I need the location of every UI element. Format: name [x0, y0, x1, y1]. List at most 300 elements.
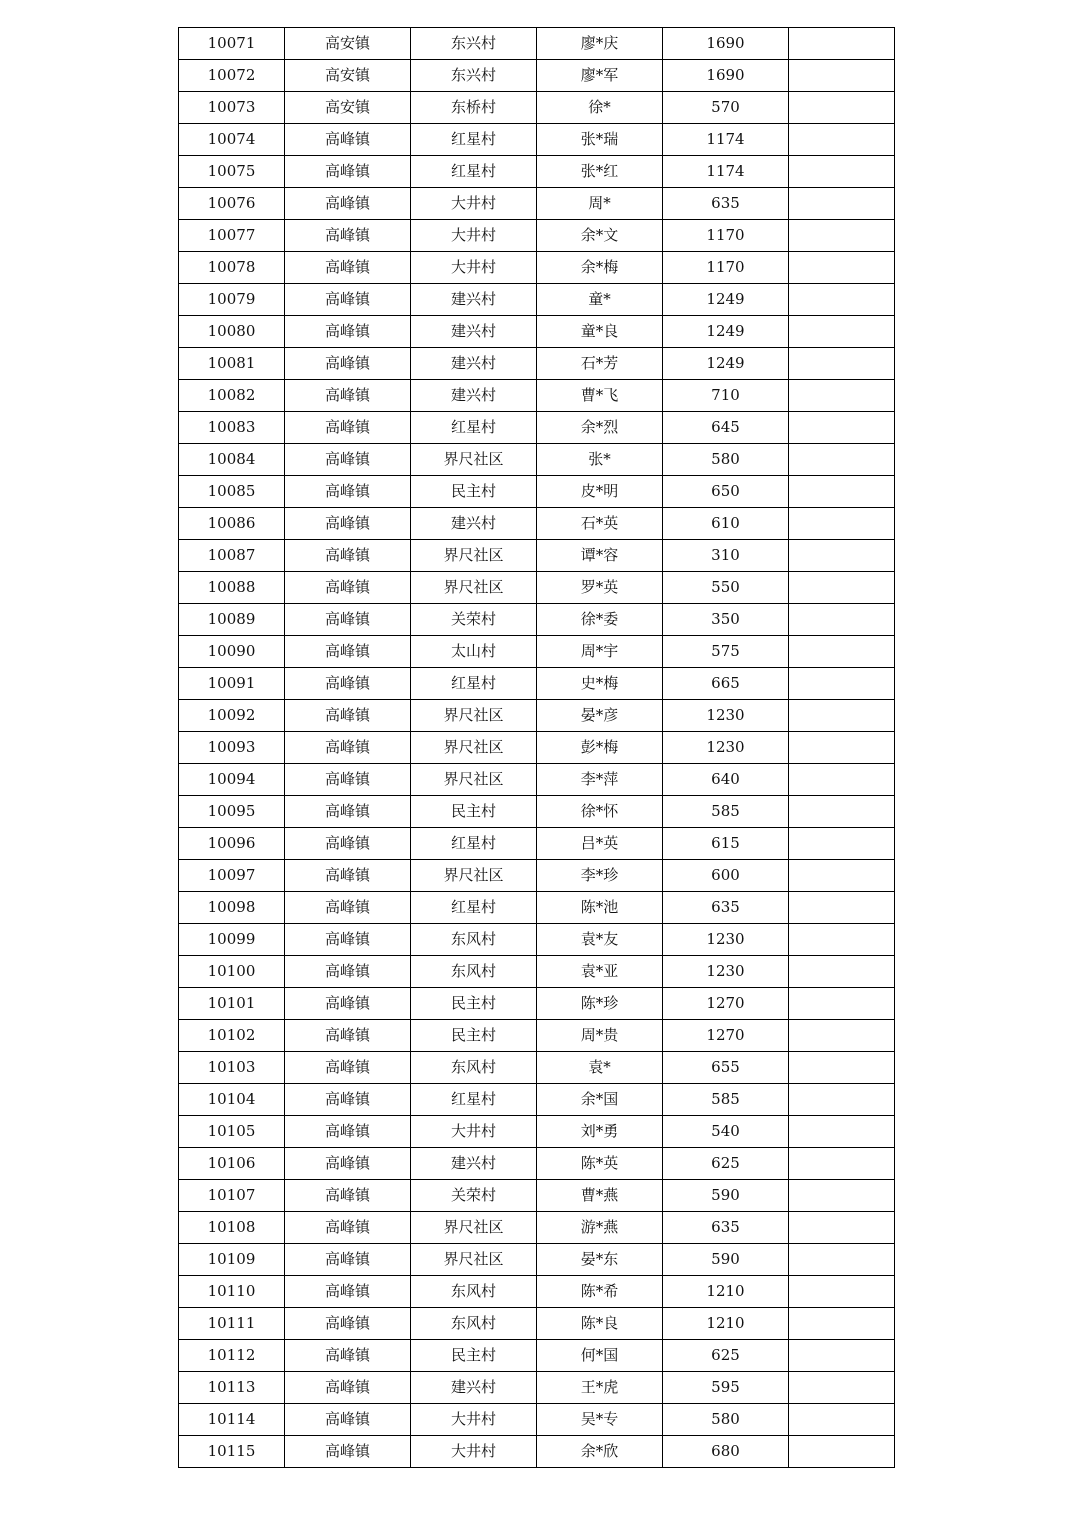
cell-id: 10082: [179, 380, 285, 412]
table-row: [179, 476, 895, 508]
cell-amount: 625: [663, 1340, 789, 1372]
cell-name: 张*红: [537, 156, 663, 188]
cell-amount: 575: [663, 636, 789, 668]
cell-amount: 1170: [663, 252, 789, 284]
cell-id: 10102: [179, 1020, 285, 1052]
cell-amount: 540: [663, 1116, 789, 1148]
cell-amount: 635: [663, 1212, 789, 1244]
table-row: [179, 1180, 895, 1212]
cell-note: [789, 732, 895, 764]
cell-village: 界尺社区: [411, 1212, 537, 1244]
cell-village: 建兴村: [411, 380, 537, 412]
cell-name: 曹*燕: [537, 1180, 663, 1212]
cell-village: 东风村: [411, 956, 537, 988]
cell-note: [789, 1308, 895, 1340]
table-row: [179, 412, 895, 444]
cell-name: 余*国: [537, 1084, 663, 1116]
cell-town: 高峰镇: [285, 892, 411, 924]
cell-village: 民主村: [411, 1020, 537, 1052]
cell-note: [789, 636, 895, 668]
cell-note: [789, 124, 895, 156]
cell-note: [789, 764, 895, 796]
cell-amount: 1270: [663, 1020, 789, 1052]
cell-name: 游*燕: [537, 1212, 663, 1244]
cell-village: 大井村: [411, 188, 537, 220]
cell-amount: 635: [663, 188, 789, 220]
cell-amount: 590: [663, 1180, 789, 1212]
cell-village: 大井村: [411, 252, 537, 284]
cell-note: [789, 1404, 895, 1436]
cell-town: 高峰镇: [285, 1148, 411, 1180]
cell-id: 10073: [179, 92, 285, 124]
cell-note: [789, 604, 895, 636]
cell-note: [789, 60, 895, 92]
cell-id: 10115: [179, 1436, 285, 1468]
cell-amount: 580: [663, 1404, 789, 1436]
cell-village: 界尺社区: [411, 732, 537, 764]
cell-name: 童*良: [537, 316, 663, 348]
cell-amount: 635: [663, 892, 789, 924]
cell-village: 东桥村: [411, 92, 537, 124]
cell-town: 高峰镇: [285, 380, 411, 412]
cell-name: 张*瑞: [537, 124, 663, 156]
cell-amount: 665: [663, 668, 789, 700]
table-row: [179, 348, 895, 380]
cell-name: 余*欣: [537, 1436, 663, 1468]
table-row: [179, 60, 895, 92]
cell-id: 10098: [179, 892, 285, 924]
table-row: [179, 316, 895, 348]
cell-note: [789, 476, 895, 508]
cell-town: 高峰镇: [285, 956, 411, 988]
cell-note: [789, 1244, 895, 1276]
cell-name: 廖*军: [537, 60, 663, 92]
cell-town: 高峰镇: [285, 188, 411, 220]
cell-village: 关荣村: [411, 1180, 537, 1212]
cell-id: 10093: [179, 732, 285, 764]
cell-town: 高峰镇: [285, 1084, 411, 1116]
cell-note: [789, 924, 895, 956]
cell-town: 高峰镇: [285, 1276, 411, 1308]
cell-id: 10088: [179, 572, 285, 604]
cell-id: 10110: [179, 1276, 285, 1308]
cell-town: 高峰镇: [285, 1436, 411, 1468]
cell-village: 大井村: [411, 1404, 537, 1436]
cell-amount: 585: [663, 796, 789, 828]
cell-id: 10099: [179, 924, 285, 956]
cell-id: 10113: [179, 1372, 285, 1404]
cell-name: 徐*: [537, 92, 663, 124]
table-row: [179, 540, 895, 572]
cell-id: 10104: [179, 1084, 285, 1116]
cell-name: 陈*良: [537, 1308, 663, 1340]
cell-name: 张*: [537, 444, 663, 476]
table-row: [179, 572, 895, 604]
cell-name: 徐*怀: [537, 796, 663, 828]
cell-town: 高峰镇: [285, 1244, 411, 1276]
cell-id: 10103: [179, 1052, 285, 1084]
cell-town: 高峰镇: [285, 1020, 411, 1052]
cell-id: 10085: [179, 476, 285, 508]
cell-village: 红星村: [411, 124, 537, 156]
cell-town: 高峰镇: [285, 732, 411, 764]
cell-amount: 625: [663, 1148, 789, 1180]
table-row: [179, 828, 895, 860]
cell-village: 建兴村: [411, 508, 537, 540]
cell-amount: 1230: [663, 956, 789, 988]
cell-village: 建兴村: [411, 348, 537, 380]
cell-note: [789, 1020, 895, 1052]
cell-town: 高峰镇: [285, 540, 411, 572]
cell-amount: 1270: [663, 988, 789, 1020]
cell-note: [789, 1052, 895, 1084]
table-row: [179, 156, 895, 188]
cell-name: 余*烈: [537, 412, 663, 444]
cell-village: 东风村: [411, 1052, 537, 1084]
cell-id: 10112: [179, 1340, 285, 1372]
cell-town: 高峰镇: [285, 572, 411, 604]
cell-village: 界尺社区: [411, 860, 537, 892]
table-row: [179, 764, 895, 796]
table-row: [179, 1148, 895, 1180]
table-row: [179, 732, 895, 764]
cell-note: [789, 1180, 895, 1212]
table-row: [179, 124, 895, 156]
cell-village: 界尺社区: [411, 444, 537, 476]
cell-village: 东兴村: [411, 60, 537, 92]
cell-town: 高峰镇: [285, 412, 411, 444]
cell-id: 10086: [179, 508, 285, 540]
cell-amount: 1174: [663, 124, 789, 156]
cell-amount: 655: [663, 1052, 789, 1084]
cell-name: 余*梅: [537, 252, 663, 284]
cell-note: [789, 1276, 895, 1308]
cell-name: 曹*飞: [537, 380, 663, 412]
cell-amount: 580: [663, 444, 789, 476]
cell-note: [789, 1084, 895, 1116]
cell-village: 界尺社区: [411, 540, 537, 572]
data-table: [178, 27, 895, 1468]
cell-amount: 1170: [663, 220, 789, 252]
cell-id: 10096: [179, 828, 285, 860]
cell-amount: 600: [663, 860, 789, 892]
cell-id: 10075: [179, 156, 285, 188]
cell-amount: 1249: [663, 316, 789, 348]
cell-town: 高峰镇: [285, 124, 411, 156]
cell-note: [789, 220, 895, 252]
cell-amount: 610: [663, 508, 789, 540]
cell-id: 10092: [179, 700, 285, 732]
cell-town: 高峰镇: [285, 508, 411, 540]
cell-town: 高峰镇: [285, 348, 411, 380]
cell-note: [789, 284, 895, 316]
cell-village: 建兴村: [411, 1372, 537, 1404]
cell-note: [789, 1372, 895, 1404]
cell-note: [789, 92, 895, 124]
cell-amount: 645: [663, 412, 789, 444]
cell-village: 建兴村: [411, 316, 537, 348]
cell-town: 高峰镇: [285, 1372, 411, 1404]
cell-name: 吕*英: [537, 828, 663, 860]
cell-note: [789, 668, 895, 700]
cell-name: 彭*梅: [537, 732, 663, 764]
cell-amount: 640: [663, 764, 789, 796]
cell-note: [789, 1116, 895, 1148]
table-row: [179, 1020, 895, 1052]
cell-town: 高安镇: [285, 60, 411, 92]
table-row: [179, 892, 895, 924]
cell-town: 高峰镇: [285, 1308, 411, 1340]
cell-town: 高峰镇: [285, 924, 411, 956]
cell-amount: 585: [663, 1084, 789, 1116]
cell-name: 刘*勇: [537, 1116, 663, 1148]
cell-note: [789, 956, 895, 988]
cell-name: 陈*珍: [537, 988, 663, 1020]
cell-id: 10095: [179, 796, 285, 828]
cell-name: 石*英: [537, 508, 663, 540]
cell-village: 红星村: [411, 668, 537, 700]
cell-name: 周*宇: [537, 636, 663, 668]
cell-id: 10072: [179, 60, 285, 92]
cell-note: [789, 380, 895, 412]
cell-name: 吴*专: [537, 1404, 663, 1436]
cell-id: 10107: [179, 1180, 285, 1212]
cell-id: 10111: [179, 1308, 285, 1340]
cell-id: 10091: [179, 668, 285, 700]
cell-id: 10097: [179, 860, 285, 892]
cell-name: 袁*亚: [537, 956, 663, 988]
cell-town: 高峰镇: [285, 668, 411, 700]
cell-id: 10089: [179, 604, 285, 636]
cell-name: 周*: [537, 188, 663, 220]
cell-note: [789, 540, 895, 572]
table-row: [179, 508, 895, 540]
cell-name: 晏*东: [537, 1244, 663, 1276]
cell-id: 10083: [179, 412, 285, 444]
table-row: [179, 988, 895, 1020]
table-row: [179, 252, 895, 284]
cell-amount: 550: [663, 572, 789, 604]
table-row: [179, 700, 895, 732]
cell-name: 陈*希: [537, 1276, 663, 1308]
table-row: [179, 380, 895, 412]
cell-amount: 1210: [663, 1308, 789, 1340]
cell-note: [789, 508, 895, 540]
cell-town: 高峰镇: [285, 1052, 411, 1084]
cell-village: 民主村: [411, 476, 537, 508]
table-row: [179, 92, 895, 124]
cell-note: [789, 1340, 895, 1372]
cell-name: 童*: [537, 284, 663, 316]
cell-amount: 1230: [663, 700, 789, 732]
cell-town: 高峰镇: [285, 220, 411, 252]
cell-town: 高峰镇: [285, 1212, 411, 1244]
cell-note: [789, 1436, 895, 1468]
table-row: [179, 1276, 895, 1308]
cell-id: 10078: [179, 252, 285, 284]
cell-town: 高峰镇: [285, 252, 411, 284]
cell-amount: 710: [663, 380, 789, 412]
cell-town: 高峰镇: [285, 636, 411, 668]
cell-note: [789, 1148, 895, 1180]
cell-note: [789, 316, 895, 348]
cell-amount: 350: [663, 604, 789, 636]
table-row: [179, 956, 895, 988]
cell-village: 红星村: [411, 892, 537, 924]
cell-village: 大井村: [411, 1436, 537, 1468]
cell-town: 高峰镇: [285, 1404, 411, 1436]
cell-amount: 1249: [663, 348, 789, 380]
table-row: [179, 1340, 895, 1372]
cell-name: 陈*池: [537, 892, 663, 924]
cell-name: 李*萍: [537, 764, 663, 796]
table-row: [179, 1212, 895, 1244]
cell-id: 10071: [179, 28, 285, 60]
cell-name: 周*贵: [537, 1020, 663, 1052]
cell-name: 晏*彦: [537, 700, 663, 732]
cell-name: 余*文: [537, 220, 663, 252]
cell-note: [789, 988, 895, 1020]
cell-town: 高峰镇: [285, 1180, 411, 1212]
table-body: [179, 28, 895, 1468]
cell-id: 10090: [179, 636, 285, 668]
cell-note: [789, 892, 895, 924]
table-row: [179, 1436, 895, 1468]
cell-id: 10074: [179, 124, 285, 156]
cell-town: 高峰镇: [285, 316, 411, 348]
cell-id: 10077: [179, 220, 285, 252]
cell-village: 大井村: [411, 1116, 537, 1148]
cell-village: 东风村: [411, 924, 537, 956]
cell-village: 大井村: [411, 220, 537, 252]
table-row: [179, 924, 895, 956]
cell-note: [789, 28, 895, 60]
cell-name: 李*珍: [537, 860, 663, 892]
cell-name: 石*芳: [537, 348, 663, 380]
cell-name: 罗*英: [537, 572, 663, 604]
cell-village: 建兴村: [411, 1148, 537, 1180]
table-row: [179, 668, 895, 700]
cell-town: 高峰镇: [285, 988, 411, 1020]
cell-name: 王*虎: [537, 1372, 663, 1404]
table-row: [179, 284, 895, 316]
cell-id: 10087: [179, 540, 285, 572]
cell-amount: 1690: [663, 28, 789, 60]
table-row: [179, 1084, 895, 1116]
cell-amount: 595: [663, 1372, 789, 1404]
cell-village: 东风村: [411, 1276, 537, 1308]
cell-town: 高峰镇: [285, 1116, 411, 1148]
cell-village: 界尺社区: [411, 572, 537, 604]
table-row: [179, 860, 895, 892]
cell-amount: 615: [663, 828, 789, 860]
cell-town: 高峰镇: [285, 284, 411, 316]
table-row: [179, 604, 895, 636]
cell-note: [789, 412, 895, 444]
cell-amount: 1230: [663, 732, 789, 764]
cell-town: 高峰镇: [285, 476, 411, 508]
cell-name: 袁*: [537, 1052, 663, 1084]
cell-name: 陈*英: [537, 1148, 663, 1180]
cell-amount: 590: [663, 1244, 789, 1276]
table-row: [179, 1372, 895, 1404]
cell-town: 高峰镇: [285, 796, 411, 828]
cell-amount: 1210: [663, 1276, 789, 1308]
table-row: [179, 1052, 895, 1084]
cell-village: 东风村: [411, 1308, 537, 1340]
cell-town: 高安镇: [285, 92, 411, 124]
cell-village: 红星村: [411, 412, 537, 444]
cell-id: 10094: [179, 764, 285, 796]
cell-amount: 650: [663, 476, 789, 508]
table-row: [179, 1244, 895, 1276]
cell-town: 高安镇: [285, 28, 411, 60]
cell-amount: 1230: [663, 924, 789, 956]
cell-amount: 310: [663, 540, 789, 572]
cell-note: [789, 572, 895, 604]
cell-name: 徐*委: [537, 604, 663, 636]
cell-amount: 570: [663, 92, 789, 124]
cell-town: 高峰镇: [285, 156, 411, 188]
cell-village: 民主村: [411, 1340, 537, 1372]
cell-name: 谭*容: [537, 540, 663, 572]
cell-village: 东兴村: [411, 28, 537, 60]
cell-note: [789, 444, 895, 476]
cell-amount: 1690: [663, 60, 789, 92]
cell-note: [789, 188, 895, 220]
cell-id: 10101: [179, 988, 285, 1020]
table-row: [179, 28, 895, 60]
table-row: [179, 796, 895, 828]
cell-village: 红星村: [411, 156, 537, 188]
table-row: [179, 1308, 895, 1340]
cell-village: 界尺社区: [411, 700, 537, 732]
cell-village: 建兴村: [411, 284, 537, 316]
cell-note: [789, 156, 895, 188]
table-row: [179, 220, 895, 252]
cell-note: [789, 860, 895, 892]
cell-village: 关荣村: [411, 604, 537, 636]
cell-id: 10084: [179, 444, 285, 476]
table-row: [179, 188, 895, 220]
cell-id: 10108: [179, 1212, 285, 1244]
cell-town: 高峰镇: [285, 764, 411, 796]
cell-village: 界尺社区: [411, 1244, 537, 1276]
cell-town: 高峰镇: [285, 444, 411, 476]
cell-village: 太山村: [411, 636, 537, 668]
cell-name: 袁*友: [537, 924, 663, 956]
cell-town: 高峰镇: [285, 828, 411, 860]
cell-name: 廖*庆: [537, 28, 663, 60]
cell-id: 10080: [179, 316, 285, 348]
cell-village: 民主村: [411, 796, 537, 828]
cell-note: [789, 348, 895, 380]
cell-name: 史*梅: [537, 668, 663, 700]
cell-name: 何*国: [537, 1340, 663, 1372]
cell-note: [789, 1212, 895, 1244]
cell-note: [789, 700, 895, 732]
cell-id: 10081: [179, 348, 285, 380]
cell-note: [789, 796, 895, 828]
cell-village: 界尺社区: [411, 764, 537, 796]
cell-town: 高峰镇: [285, 1340, 411, 1372]
cell-name: 皮*明: [537, 476, 663, 508]
cell-id: 10076: [179, 188, 285, 220]
table-row: [179, 636, 895, 668]
cell-town: 高峰镇: [285, 604, 411, 636]
cell-id: 10106: [179, 1148, 285, 1180]
cell-id: 10114: [179, 1404, 285, 1436]
